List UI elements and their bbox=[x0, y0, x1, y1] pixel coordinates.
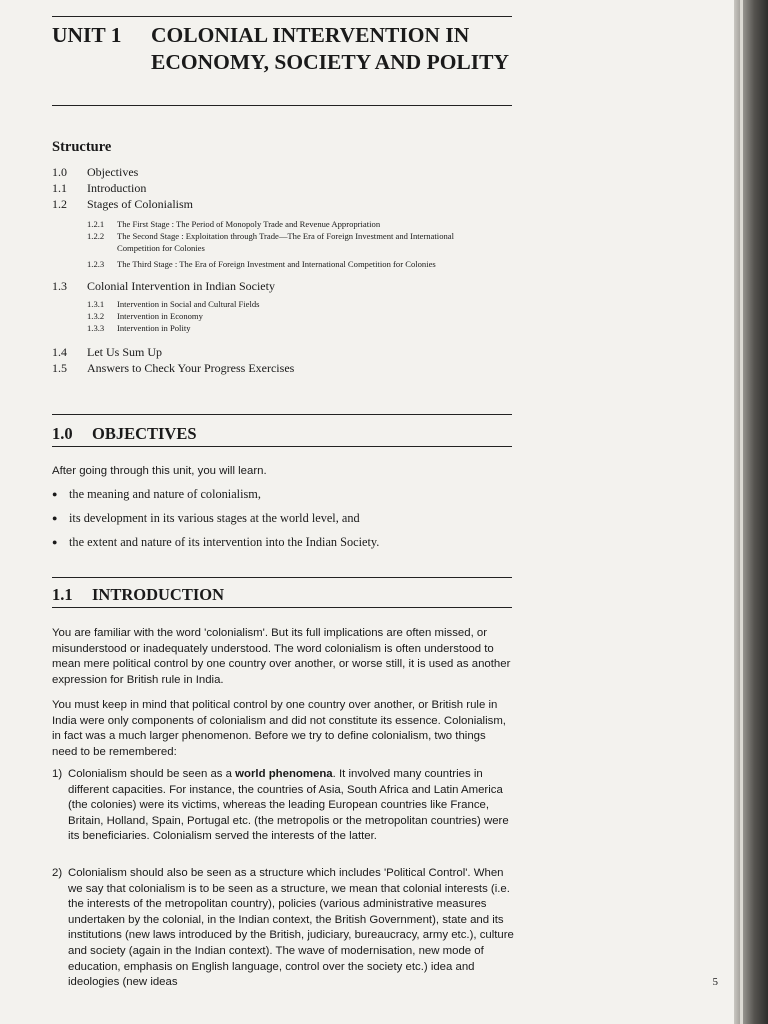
list-item: ● the extent and nature of its intervention into the Indian Society. bbox=[52, 530, 512, 554]
objectives-intro: After going through this unit, you will learn. bbox=[52, 465, 267, 477]
bullet-icon: ● bbox=[52, 537, 58, 547]
intro-paragraph-1: You are familiar with the word 'colonialism'. But its full implications are often missed, or misunderstood or inadequately understood. The word colonialism is often understood to mean mere political control by one country over another, or worse still, it is used as another expression for British rule in India. bbox=[52, 627, 511, 686]
section-heading-objectives: 1.0 OBJECTIVES bbox=[52, 424, 197, 443]
toc-entry[interactable]: 1.0 Objectives bbox=[52, 165, 139, 179]
toc-subentry[interactable]: 1.2.2 The Second Stage : Exploitation through Trade—The Era of Foreign Investment and International Competition for Colonies bbox=[87, 231, 454, 253]
objectives-list bbox=[52, 482, 512, 554]
toc-entry[interactable]: 1.4 Let Us Sum Up bbox=[52, 345, 162, 359]
intro-paragraph-2: You must keep in mind that political control by one country over another, or British rule in India were only components of colonialism and did not constitute its essence. Colonialism, in fact was a much larger phenomenon. Before we try to define colonialism, two things need to be remembered: bbox=[52, 699, 506, 758]
numbered-point-2: 2) Colonialism should also be seen as a structure which includes 'Political Control'. When we say that colonialism is to be seen as a structure, we mean that colonial interests (i.e. the interests of the metropolitan country), policies (various administrative measures undertaken by the colonial, in the Indian context, the British Government), state and its institutions (new laws introduced by the British, judiciary, bureaucracy, army etc.), culture and society (again in the Indian context). The wave of modernisation, new mode of education, emphasis on English language, control over the society etc.) idea and ideologies (new ideas bbox=[52, 867, 514, 989]
unit-bottom-rule bbox=[52, 105, 512, 106]
section-rule bbox=[52, 414, 512, 415]
bullet-icon: ● bbox=[52, 489, 58, 499]
scan-edge-shadow bbox=[734, 0, 768, 1024]
section-heading-introduction: 1.1 INTRODUCTION bbox=[52, 585, 225, 604]
toc-subentry[interactable]: 1.3.2 Intervention in Economy bbox=[87, 311, 203, 321]
page-number: 5 bbox=[712, 976, 718, 988]
section-rule bbox=[52, 446, 512, 447]
list-item: ● its development in its various stages at the world level, and bbox=[52, 506, 512, 530]
toc-subentry[interactable]: 1.3.3 Intervention in Polity bbox=[87, 323, 191, 333]
bullet-icon: ● bbox=[52, 513, 58, 523]
toc-entry[interactable]: 1.3 Colonial Intervention in Indian Society bbox=[52, 279, 275, 293]
toc-entry[interactable]: 1.5 Answers to Check Your Progress Exercises bbox=[52, 361, 295, 375]
unit-title: COLONIAL INTERVENTION IN ECONOMY, SOCIETY AND POLITY bbox=[151, 23, 509, 74]
unit-number: UNIT 1 bbox=[52, 23, 122, 47]
numbered-point-1: 1) Colonialism should be seen as a world phenomena. It involved many countries in different capacities. For instance, the countries of Asia, South Africa and Latin America (the colonies) were its victims, whereas the leading European countries like France, Britain, Holland, Spain, Portugal etc. (the metropolis or the metropolitan countries) were its beneficiaries. Colonialism served the interests of the latter. bbox=[52, 768, 509, 843]
toc-subentry[interactable]: 1.2.1 The First Stage : The Period of Monopoly Trade and Revenue Appropriation bbox=[87, 219, 381, 229]
toc-subentry[interactable]: 1.3.1 Intervention in Social and Cultural Fields bbox=[87, 299, 260, 309]
toc-subentry[interactable]: 1.2.3 The Third Stage : The Era of Foreign Investment and International Competition for Colonies bbox=[87, 259, 436, 269]
toc-entry[interactable]: 1.1 Introduction bbox=[52, 181, 147, 195]
toc-entry[interactable]: 1.2 Stages of Colonialism bbox=[52, 197, 193, 211]
section-rule bbox=[52, 607, 512, 608]
top-rule bbox=[52, 16, 512, 17]
table-of-contents bbox=[52, 164, 522, 376]
section-rule bbox=[52, 577, 512, 578]
list-item: ● the meaning and nature of colonialism, bbox=[52, 482, 512, 506]
structure-heading: Structure bbox=[52, 139, 112, 155]
